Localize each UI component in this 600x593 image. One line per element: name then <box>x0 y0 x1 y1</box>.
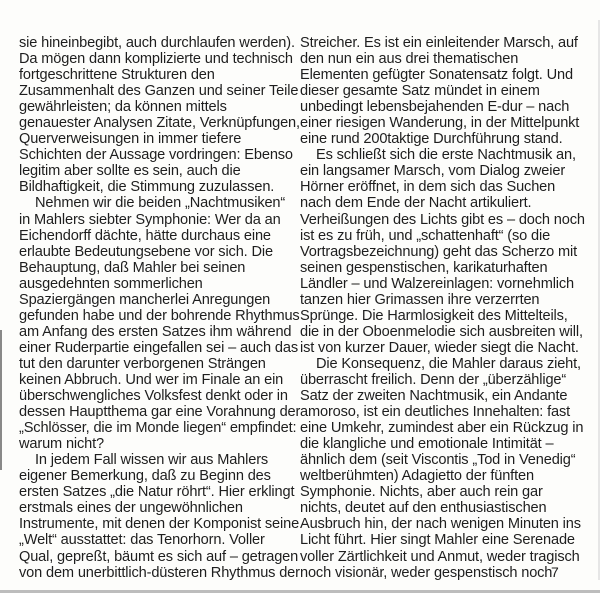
text-line: in Mahlers siebter Symphonie: Wer da an <box>19 211 281 228</box>
text-line: voller Zärtlichkeit und Anmut, weder tragisch <box>300 548 580 565</box>
text-line: von dem unerbittlich-düsteren Rhythmus der <box>19 564 300 581</box>
text-line: Eichendorff dächte, hätte durchaus eine <box>19 227 271 244</box>
text-line: Verheißungen des Lichts gibt es – doch noch <box>300 211 585 228</box>
text-line: Symphonie. Nichts, aber auch rein gar <box>300 484 543 501</box>
text-line: nichts, deutet auf den enthusiastischen <box>300 500 547 517</box>
text-line: den nun ein aus drei thematischen <box>300 51 519 68</box>
text-line: seinen gespenstischen, karikaturhaften <box>300 259 548 276</box>
text-column-left <box>19 35 300 581</box>
text-line: gewährleisten; da können mittels <box>19 99 227 116</box>
text-line: ersten Satzes „die Natur röhrt“. Hier erklingt <box>19 484 295 501</box>
text-line: legitim aber sollte es sein, auch die <box>19 163 241 180</box>
text-column-right <box>300 35 585 581</box>
paragraph-start-line: Nehmen wir die beiden „Nachtmusiken“ <box>35 195 286 212</box>
text-line: Bildhaftigkeit, die Stimmung zuzulassen. <box>19 179 275 196</box>
text-line: erlaubte Bedeutungsebene vor sich. Die <box>19 243 273 260</box>
text-line: nach dem Ende der Nacht artikuliert. <box>300 195 532 212</box>
text-line: Da mögen dann komplizierte und technisch <box>19 51 293 68</box>
text-line: Querverweisungen in immer tiefere <box>19 131 242 148</box>
text-line: Licht führt. Hier singt Mahler eine Serenade <box>300 532 575 549</box>
text-line: einer Ruderpartie eingefallen sei – auch das <box>19 339 298 356</box>
text-line: sie hineinbegibt, auch durchlaufen werden). <box>19 35 295 51</box>
text-line: unbedingt lebensbejahenden E-dur – nach <box>300 99 570 116</box>
text-line: Zusammenhalt des Ganzen und seiner Teile <box>19 83 299 100</box>
text-line: eigener Bemerkung, daß zu Beginn des <box>19 468 271 485</box>
text-line: Streicher. Es ist ein einleitender Marsch, auf <box>300 35 578 51</box>
text-line: tut den darunter verborgenen Strängen <box>19 355 266 372</box>
page-number: 7 <box>551 564 559 580</box>
text-line: eine rund 200taktige Durchführung stand. <box>300 131 563 148</box>
text-line: eine Umkehr, zumindest aber ein Rückzug in <box>300 420 584 437</box>
text-line: amoroso, ist ein deutliches Innehalten: fast <box>300 404 571 421</box>
paragraph-start-line: Die Konsequenz, die Mahler daraus zieht, <box>316 355 581 372</box>
text-line: erstmals eines der ungewöhnlichen <box>19 500 243 517</box>
text-line: genauester Analysen Zitate, Verknüpfungen, <box>19 115 300 132</box>
text-line: warum nicht? <box>19 436 104 453</box>
text-line: tanzen hier Grimassen ihre verzerrten <box>300 291 540 308</box>
text-line: die klangliche und emotionale Intimität – <box>300 436 554 453</box>
text-line: noch visionär, weder gespenstisch noch <box>300 564 553 581</box>
text-line: gefunden habe und der bohrende Rhythmus <box>19 307 300 324</box>
paragraph-start-line: Es schließt sich die erste Nachtmusik an, <box>316 147 576 164</box>
text-line: Elementen gefügter Sonatensatz folgt. Und <box>300 67 573 84</box>
text-line: „Welt“ ausstattet: das Tenorhorn. Voller <box>19 532 265 549</box>
text-line: Instrumente, mit denen der Komponist seine <box>19 516 300 533</box>
text-line: dessen Hauptthema gar eine Vorahnung der <box>19 404 301 421</box>
text-line: ein langsamer Marsch, vom Dialog zweier <box>300 163 566 180</box>
text-line: Schichten der Aussage vordringen: Ebenso <box>19 147 293 164</box>
text-line: ist von kurzer Dauer, wieder siegt die Nacht. <box>300 339 579 356</box>
text-line: weltberühmten) Adagietto der fünften <box>300 468 534 485</box>
text-line: Sprünge. Die Harmlosigkeit des Mittelteils, <box>300 307 568 324</box>
text-line: dieser gesamte Satz mündet in einem <box>300 83 540 100</box>
text-line: „Schlösser, die im Monde liegen“ empfindet: <box>19 420 297 437</box>
text-line: überschwengliches Volksfest denkt oder in <box>19 388 288 405</box>
text-line: Qual, gepreßt, bäumt es sich auf – getragen <box>19 548 299 565</box>
text-line: Vortragsbezeichnung) geht das Scherzo mit <box>300 243 577 260</box>
text-line: Satz der zweiten Nachtmusik, ein Andante <box>300 388 568 405</box>
text-line: am Anfang des ersten Satzes ihm während <box>19 323 292 340</box>
text-line: fortgeschrittene Strukturen den <box>19 67 215 84</box>
text-line: einer riesigen Wanderung, in der Mittelpunkt <box>300 115 580 132</box>
text-line: ausgedehnten sommerlichen <box>19 275 203 292</box>
text-line: Ländler – und Walzereinlagen: vornehmlich <box>300 275 574 292</box>
text-line: ähnlich dem (seit Viscontis „Tod in Venedig“ <box>300 452 576 469</box>
text-line: die in der Oboenmelodie sich ausbreiten will, <box>300 323 583 340</box>
text-line: ist es zu früh, und „schattenhaft“ (so die <box>300 227 551 244</box>
text-line: Spaziergängen mancherlei Anregungen <box>19 291 271 308</box>
text-line: Behauptung, daß Mahler bei seinen <box>19 259 246 276</box>
text-line: überrascht freilich. Denn der „überzählige“ <box>300 371 567 388</box>
paragraph-start-line: In jedem Fall wissen wir aus Mahlers <box>35 452 269 469</box>
text-line: Hörner eröffnet, in dem sich das Suchen <box>300 179 556 196</box>
text-line: Ausbruch hin, der nach wenigen Minuten ins <box>300 516 581 533</box>
text-line: keinen Abbruch. Und wer im Finale an ein <box>19 371 284 388</box>
binding-edge <box>0 330 7 470</box>
